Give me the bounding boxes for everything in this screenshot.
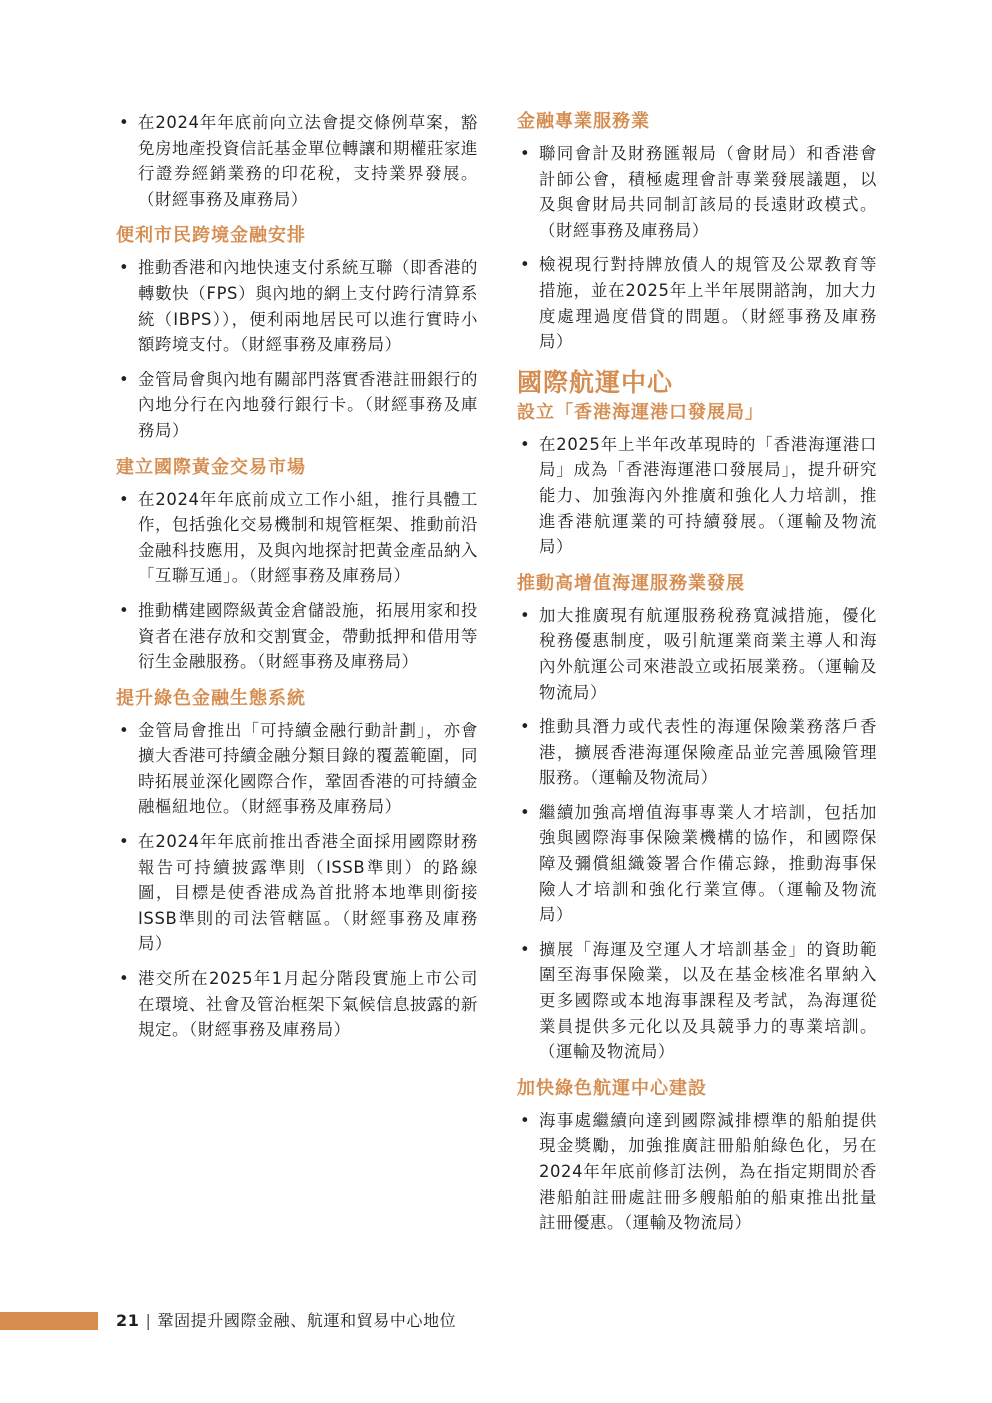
section-list xyxy=(517,603,877,1065)
list-item: • 推動構建國際級黃金倉儲設施，拓展用家和投資者在港存放和交割實金，帶動抵押和借用等衍生金融服務。（財經事務及庫務局） xyxy=(116,598,478,675)
list-item: • 在2025年上半年改革現時的「香港海運港口局」成為「香港海運港口發展局」，提升研究能力、加強海內外推廣和強化人力培訓，推進香港航運業的可持續發展。（運輸及物流局） xyxy=(517,432,877,560)
list-item: • 加大推廣現有航運服務稅務寬減措施，優化稅務優惠制度，吸引航運業商業主導人和海內外航運公司來港設立或拓展業務。（運輸及物流局） xyxy=(517,603,877,705)
section-heading: 金融專業服務業 xyxy=(517,111,650,132)
section-list xyxy=(517,432,877,560)
list-item: • 繼續加強高增值海事專業人才培訓，包括加強與國際海事保險業機構的協作，和國際保障及彌償組織簽署合作備忘錄，推動海事保險人才培訓和強化行業宣傳。（運輸及物流局） xyxy=(517,800,877,928)
list-item: • 推動具潛力或代表性的海運保險業務落戶香港，擴展香港海運保險產品並完善風險管理服務。（運輸及物流局） xyxy=(517,714,877,791)
section-heading: 便利市民跨境金融安排 xyxy=(116,225,306,247)
list-item: • 在2024年年底前向立法會提交條例草案，豁免房地產投資信託基金單位轉讓和期權莊家進行證券經銷業務的印花稅，支持業界發展。（財經事務及庫務局） xyxy=(116,110,478,212)
list-item: • 推動香港和內地快速支付系統互聯（即香港的轉數快（FPS）與內地的網上支付跨行清算系統（IBPS）），便利兩地居民可以進行實時小額跨境支付。（財經事務及庫務局） xyxy=(116,255,478,357)
page-footer xyxy=(116,1308,456,1334)
list-item: • 擴展「海運及空運人才培訓基金」的資助範圍至海事保險業，以及在基金核准名單納入更多國際或本地海事課程及考試，為海運從業員提供多元化以及具競爭力的專業培訓。（運輸及物流局） xyxy=(517,937,877,1065)
section-heading: 設立「香港海運港口發展局」 xyxy=(517,401,764,423)
left-column xyxy=(116,110,478,1052)
list-item: • 海事處繼續向達到國際減排標準的船舶提供現金獎勵，加強推廣註冊船舶綠色化，另在2024年年底前修訂法例，為在指定期間於香港船舶註冊處註冊多艘船舶的船東推出批量註冊優惠。（運輸及物流局） xyxy=(517,1108,877,1236)
list-item: • 檢視現行對持牌放債人的規管及公眾教育等措施，並在2025年上半年展開諮詢，加大力度處理過度借貸的問題。（財經事務及庫務局） xyxy=(517,252,877,354)
section-list xyxy=(116,718,478,1043)
footer-separator: | xyxy=(145,1311,152,1330)
list-item: • 在2024年年底前成立工作小組，推行具體工作，包括強化交易機制和規管框架、推動前沿金融科技應用，及與內地探討把黃金產品納入「互聯互通」。（財經事務及庫務局） xyxy=(116,487,478,589)
right-column xyxy=(517,110,877,1245)
list-item: • 金管局會與內地有關部門落實香港註冊銀行的內地分行在內地發行銀行卡。（財經事務及庫務局） xyxy=(116,367,478,444)
page-number: 21 xyxy=(116,1311,140,1330)
section-list xyxy=(517,141,877,355)
list-item: • 金管局會推出「可持續金融行動計劃」，亦會擴大香港可持續金融分類目錄的覆蓋範圍，同時拓展並深化國際合作，鞏固香港的可持續金融樞紐地位。（財經事務及庫務局） xyxy=(116,718,478,820)
footer-accent-bar xyxy=(0,1312,98,1330)
section-list xyxy=(116,487,478,675)
section-list xyxy=(116,255,478,443)
section-heading: 建立國際黃金交易市場 xyxy=(116,456,306,478)
intro-list xyxy=(116,110,478,212)
list-item: • 在2024年年底前推出香港全面採用國際財務報告可持續披露準則（ISSB準則）的路線圖，目標是使香港成為首批將本地準則銜接ISSB準則的司法管轄區。（財經事務及庫務局） xyxy=(116,829,478,957)
section-heading: 提升綠色金融生態系統 xyxy=(116,687,306,709)
footer-title: 鞏固提升國際金融、航運和貿易中心地位 xyxy=(157,1311,457,1330)
section-heading: 加快綠色航運中心建設 xyxy=(517,1077,707,1099)
section-list xyxy=(517,1108,877,1236)
list-item: • 聯同會計及財務匯報局（會財局）和香港會計師公會，積極處理會計專業發展議題，以及與會財局共同制訂該局的長遠財政模式。（財經事務及庫務局） xyxy=(517,141,877,243)
chapter-title: 國際航運中心 xyxy=(517,367,674,397)
section-heading: 推動高增值海運服務業發展 xyxy=(517,572,745,594)
list-item: • 港交所在2025年1月起分階段實施上市公司在環境、社會及管治框架下氣候信息披露的新規定。（財經事務及庫務局） xyxy=(116,966,478,1043)
